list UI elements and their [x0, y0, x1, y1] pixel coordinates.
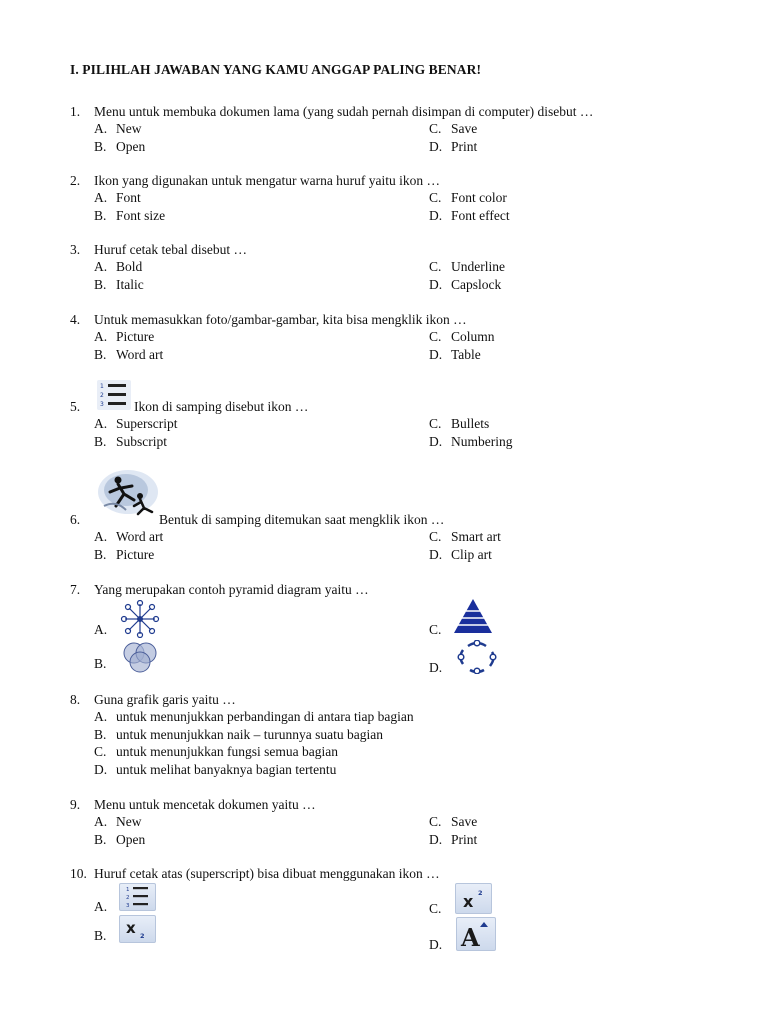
option-letter: A. [94, 190, 108, 205]
option-letter: B. [94, 546, 107, 562]
venn-diagram-icon [120, 640, 160, 674]
option-letter: A. [94, 622, 108, 637]
question-1 [70, 103, 710, 155]
option-text: Font effect [451, 207, 510, 223]
question-number: 2. [70, 173, 81, 188]
option-text: untuk melihat banyaknya bagian tertentu [116, 761, 337, 777]
svg-text:1: 1 [100, 383, 104, 390]
option-text: untuk menunjukkan naik – turunnya suatu bagian [116, 726, 383, 742]
option-letter: C. [429, 529, 442, 544]
question-text: Untuk memasukkan foto/gambar-gambar, kita bisa mengklik ikon … [94, 312, 467, 327]
question-number: 4. [70, 312, 81, 327]
option-text: Underline [451, 259, 505, 274]
option-letter: D. [94, 761, 108, 777]
question-2 [70, 172, 710, 224]
svg-text:3: 3 [126, 903, 130, 909]
question-text: Huruf cetak atas (superscript) bisa dibuat menggunakan ikon … [94, 866, 440, 881]
option-letter: B. [94, 276, 107, 292]
option-letter: C. [94, 744, 107, 759]
question-number: 9. [70, 797, 81, 812]
option-text: Numbering [451, 433, 513, 449]
question-4 [70, 311, 710, 363]
option-text: Print [451, 831, 478, 847]
option-text: untuk menunjukkan perbandingan di antara tiap bagian [116, 709, 414, 724]
option-text: Smart art [451, 529, 501, 544]
option-text: Word art [116, 529, 164, 544]
cycle-diagram-icon [456, 640, 498, 674]
question-text: Menu untuk mencetak dokumen yaitu … [94, 797, 316, 812]
option-letter: D. [429, 831, 443, 847]
option-letter: C. [429, 901, 442, 916]
option-letter: A. [94, 529, 108, 544]
svg-text:2: 2 [100, 392, 104, 399]
option-letter: A. [94, 329, 108, 344]
option-text: untuk menunjukkan fungsi semua bagian [116, 744, 338, 759]
option-letter: C. [429, 259, 442, 274]
option-letter: D. [429, 346, 443, 362]
option-text: Font [116, 190, 141, 205]
option-letter: C. [429, 190, 442, 205]
question-number: 7. [70, 582, 81, 597]
option-text: Picture [116, 329, 155, 344]
option-text: Font size [116, 207, 166, 223]
option-letter: C. [429, 416, 442, 431]
option-letter: A. [94, 121, 108, 136]
option-letter: C. [429, 121, 442, 136]
option-letter: B. [94, 433, 107, 449]
question-text: Bentuk di samping ditemukan saat mengklik ikon … [159, 512, 445, 527]
option-text: Table [451, 346, 481, 362]
option-text: Open [116, 831, 146, 847]
option-letter: B. [94, 656, 107, 671]
question-text: Yang merupakan contoh pyramid diagram yaitu … [94, 582, 369, 597]
subscript-icon [119, 915, 156, 943]
option-letter: D. [429, 433, 443, 449]
option-text: Bullets [451, 416, 490, 431]
option-text: New [116, 121, 142, 136]
question-8 [70, 691, 710, 778]
numbering-icon [119, 883, 156, 911]
option-text: Save [451, 121, 478, 136]
option-letter: A. [94, 814, 108, 829]
option-letter: B. [94, 346, 107, 362]
option-text: Font color [451, 190, 507, 205]
option-letter: A. [94, 259, 108, 274]
svg-text:3: 3 [100, 401, 104, 408]
option-letter: D. [429, 546, 443, 562]
grow-font-icon [456, 917, 496, 951]
question-6 [70, 511, 710, 563]
question-number: 8. [70, 692, 81, 707]
question-3 [70, 241, 710, 293]
question-number: 10. [70, 866, 87, 881]
pyramid-diagram-icon [453, 598, 493, 634]
option-text: Open [116, 138, 146, 154]
svg-text:2: 2 [478, 889, 483, 897]
option-text: Picture [116, 546, 155, 562]
svg-text:1: 1 [126, 887, 130, 893]
option-letter: C. [429, 622, 442, 637]
svg-text:x: x [126, 919, 136, 937]
question-number: 3. [70, 242, 81, 257]
option-text: Capslock [451, 276, 502, 292]
option-text: Print [451, 138, 478, 154]
question-number: 5. [70, 399, 81, 414]
option-letter: A. [94, 899, 108, 914]
option-text: Italic [116, 276, 144, 292]
question-9 [70, 796, 710, 848]
option-letter: D. [429, 937, 443, 952]
option-text: Clip art [451, 546, 492, 562]
question-text: Ikon di samping disebut ikon … [134, 399, 309, 414]
option-text: Column [451, 329, 495, 344]
radial-diagram-icon [120, 600, 160, 638]
option-letter: B. [94, 928, 107, 943]
option-letter: D. [429, 207, 443, 223]
option-letter: B. [94, 207, 107, 223]
option-letter: D. [429, 276, 443, 292]
option-text: Word art [116, 346, 164, 362]
option-text: Bold [116, 259, 143, 274]
option-letter: B. [94, 726, 107, 742]
superscript-icon [455, 883, 492, 914]
question-number: 1. [70, 104, 81, 119]
svg-text:2: 2 [140, 932, 145, 940]
svg-text:A: A [461, 923, 480, 950]
option-text: Subscript [116, 433, 168, 449]
option-letter: C. [429, 814, 442, 829]
svg-text:2: 2 [126, 895, 130, 901]
option-letter: A. [94, 709, 108, 724]
question-10 [70, 865, 710, 882]
question-text: Huruf cetak tebal disebut … [94, 242, 247, 257]
option-text: Save [451, 814, 478, 829]
question-text: Menu untuk membuka dokumen lama (yang sudah pernah disimpan di computer) disebut … [94, 104, 594, 119]
option-letter: C. [429, 329, 442, 344]
section-title: I. PILIHLAH JAWABAN YANG KAMU ANGGAP PALING BENAR! [70, 62, 482, 77]
option-letter: D. [429, 660, 443, 675]
option-letter: B. [94, 831, 107, 847]
option-letter: D. [429, 138, 443, 154]
option-text: Superscript [116, 416, 178, 431]
svg-text:x: x [463, 892, 474, 911]
option-letter: A. [94, 416, 108, 431]
option-text: New [116, 814, 142, 829]
question-text: Guna grafik garis yaitu … [94, 692, 236, 707]
question-number: 6. [70, 512, 81, 527]
question-5 [70, 398, 710, 450]
option-letter: B. [94, 138, 107, 154]
question-7 [70, 581, 710, 598]
question-text: Ikon yang digunakan untuk mengatur warna huruf yaitu ikon … [94, 173, 441, 188]
